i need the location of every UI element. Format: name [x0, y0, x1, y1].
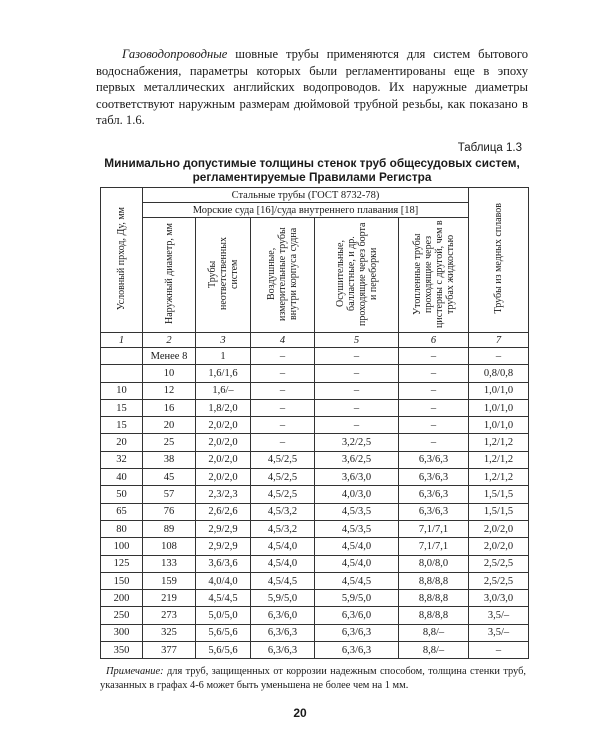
table-cell: – [315, 382, 399, 399]
table-cell: – [315, 365, 399, 382]
note-label: Примечание: [106, 666, 164, 677]
table-cell: – [251, 348, 315, 365]
table-row [101, 399, 529, 416]
table-note [100, 665, 526, 693]
table-row [101, 417, 529, 434]
table-cell: 10 [143, 365, 196, 382]
table-label: Таблица 1.3 [457, 142, 522, 154]
intro-paragraph [96, 46, 528, 129]
col-number: 2 [143, 333, 196, 348]
table-cell: 6,3/6,3 [399, 486, 469, 503]
table-cell: 1 [196, 348, 251, 365]
table-cell: 250 [101, 607, 143, 624]
note-text: для труб, защищенных от коррозии надежным способом, толщина стенки труб, указанных в графах 4-6 может быть уменьшена не более чем на 1 мм. [100, 666, 526, 691]
col-number: 6 [399, 333, 469, 348]
table-cell: 6,3/6,3 [251, 624, 315, 641]
table-cell: 8,8/8,8 [399, 572, 469, 589]
table-cell: 3,5/– [469, 624, 529, 641]
table-cell: 300 [101, 624, 143, 641]
table-cell: 45 [143, 469, 196, 486]
table-row [101, 590, 529, 607]
table-cell: 2,0/2,0 [196, 434, 251, 451]
table-cell: 3,6/3,6 [196, 555, 251, 572]
table-cell: 4,5/4,0 [251, 555, 315, 572]
table-cell: 125 [101, 555, 143, 572]
table-cell: – [399, 348, 469, 365]
table-cell: 4,5/3,5 [315, 520, 399, 537]
table-row [101, 503, 529, 520]
table-cell: 219 [143, 590, 196, 607]
table-cell: 32 [101, 451, 143, 468]
header-outer-diameter: Наружный диаметр, мм [143, 218, 196, 333]
table-cell: 5,0/5,0 [196, 607, 251, 624]
col-number: 7 [469, 333, 529, 348]
header-air-pipes: Воздушные, измерительные трубы внутри корпуса судна [251, 218, 315, 333]
table-cell: 4,5/4,0 [315, 555, 399, 572]
table-cell: 1,8/2,0 [196, 399, 251, 416]
table-cell: 4,5/4,5 [251, 572, 315, 589]
table-cell: 1,0/1,0 [469, 382, 529, 399]
table-cell: 2,9/2,9 [196, 538, 251, 555]
table-cell: 350 [101, 642, 143, 659]
table-cell: 4,5/3,5 [315, 503, 399, 520]
table-cell: 6,3/6,3 [399, 503, 469, 520]
table-cell: 6,3/6,0 [251, 607, 315, 624]
table-row [101, 642, 529, 659]
table-cell: 20 [101, 434, 143, 451]
table-cell: 1,6/1,6 [196, 365, 251, 382]
table-cell: – [399, 417, 469, 434]
table-cell: 4,5/2,5 [251, 451, 315, 468]
table-cell: 100 [101, 538, 143, 555]
table-row [101, 434, 529, 451]
table-cell: 2,0/2,0 [469, 520, 529, 537]
table-cell: 76 [143, 503, 196, 520]
table-cell: 6,3/6,3 [315, 624, 399, 641]
header-steel-pipes: Стальные трубы (ГОСТ 8732-78) [143, 188, 469, 203]
table-cell: 8,0/8,0 [399, 555, 469, 572]
table-cell [101, 365, 143, 382]
table-cell: – [251, 399, 315, 416]
table-row [101, 382, 529, 399]
table-cell: Менее 8 [143, 348, 196, 365]
col-number: 5 [315, 333, 399, 348]
table-cell: 4,5/3,2 [251, 503, 315, 520]
table-row [101, 365, 529, 382]
table-cell: 6,3/6,3 [251, 642, 315, 659]
intro-text: шовные трубы применяются для систем бытового водоснабжения, параметры которых были регламентированы еще в эпоху первых металлических английских водопроводов. Их наружные диаметры соответствуют наружным размерам дюймовой трубной резьбы, как показано в табл. 1.6. [96, 47, 528, 128]
table-cell: – [251, 434, 315, 451]
table-cell: 65 [101, 503, 143, 520]
table-cell: 2,0/2,0 [469, 538, 529, 555]
table-cell: 80 [101, 520, 143, 537]
table-cell: 4,0/3,0 [315, 486, 399, 503]
table-cell: 1,0/1,0 [469, 417, 529, 434]
table-cell: 1,0/1,0 [469, 399, 529, 416]
table-cell: 6,3/6,3 [315, 642, 399, 659]
table-cell: 2,0/2,0 [196, 469, 251, 486]
table-cell: 6,3/6,0 [315, 607, 399, 624]
table-cell: – [469, 348, 529, 365]
table-row [101, 520, 529, 537]
table-cell: 1,5/1,5 [469, 486, 529, 503]
wall-thickness-table [100, 187, 529, 659]
table-cell: 2,5/2,5 [469, 555, 529, 572]
table-cell: 159 [143, 572, 196, 589]
table-cell: 10 [101, 382, 143, 399]
table-cell: 2,5/2,5 [469, 572, 529, 589]
table-cell: 4,5/4,5 [196, 590, 251, 607]
table-row [101, 469, 529, 486]
col-number: 4 [251, 333, 315, 348]
table-cell: 38 [143, 451, 196, 468]
table-cell: 6,3/6,3 [399, 469, 469, 486]
table-cell: – [399, 365, 469, 382]
table-row [101, 538, 529, 555]
table-cell: – [399, 434, 469, 451]
table-cell: – [469, 642, 529, 659]
header-nominal-bore: Условный прход, Ду, мм [101, 188, 143, 333]
table-cell: – [251, 382, 315, 399]
table-cell: 200 [101, 590, 143, 607]
table-cell: 4,0/4,0 [196, 572, 251, 589]
table-cell: 4,5/4,0 [315, 538, 399, 555]
table-cell: 1,2/1,2 [469, 469, 529, 486]
table-cell: 2,6/2,6 [196, 503, 251, 520]
table-cell: 3,6/2,5 [315, 451, 399, 468]
header-marine-vessels: Морские суда [16]/суда внутреннего плавания [18] [143, 203, 469, 218]
table-cell: 4,5/4,5 [315, 572, 399, 589]
header-non-critical: Трубы неответственных систем [196, 218, 251, 333]
table-cell: – [315, 417, 399, 434]
table-cell: 4,5/2,5 [251, 486, 315, 503]
intro-term: Газоводопроводные [122, 47, 228, 61]
table-cell: 150 [101, 572, 143, 589]
table-cell: 108 [143, 538, 196, 555]
table-cell: 2,9/2,9 [196, 520, 251, 537]
table-cell: 325 [143, 624, 196, 641]
table-cell: 25 [143, 434, 196, 451]
table-row [101, 607, 529, 624]
table-cell: – [251, 365, 315, 382]
table-cell: 0,8/0,8 [469, 365, 529, 382]
table-cell: 5,6/5,6 [196, 624, 251, 641]
table-cell: 2,3/2,3 [196, 486, 251, 503]
table-cell: 20 [143, 417, 196, 434]
table-row [101, 624, 529, 641]
table-cell: 4,5/4,0 [251, 538, 315, 555]
table-cell: 4,5/2,5 [251, 469, 315, 486]
page-number: 20 [293, 706, 307, 720]
table-cell: 1,6/– [196, 382, 251, 399]
table-cell: 7,1/7,1 [399, 520, 469, 537]
table-cell: 8,8/– [399, 624, 469, 641]
table-cell: 12 [143, 382, 196, 399]
table-cell: 8,8/8,8 [399, 590, 469, 607]
table-cell: 377 [143, 642, 196, 659]
table-cell: – [399, 382, 469, 399]
table-row [101, 451, 529, 468]
table-cell: 8,8/– [399, 642, 469, 659]
table-cell: 1,2/1,2 [469, 434, 529, 451]
table-cell: 5,6/5,6 [196, 642, 251, 659]
table-cell: 40 [101, 469, 143, 486]
table-cell: 1,2/1,2 [469, 451, 529, 468]
table-cell: 15 [101, 399, 143, 416]
table-cell: 1,5/1,5 [469, 503, 529, 520]
table-cell: 4,5/3,2 [251, 520, 315, 537]
table-cell: 273 [143, 607, 196, 624]
header-copper-pipes: Трубы из медных сплавов [469, 188, 529, 333]
header-sunken-pipes: Утопленные трубы проходящие через цистерны с другой, чем в трубах жидкостью [399, 218, 469, 333]
table-row [101, 348, 529, 365]
table-cell: 2,0/2,0 [196, 417, 251, 434]
table-cell: 89 [143, 520, 196, 537]
col-number: 1 [101, 333, 143, 348]
table-cell: 15 [101, 417, 143, 434]
table-cell: 7,1/7,1 [399, 538, 469, 555]
table-cell: 50 [101, 486, 143, 503]
table-cell: 16 [143, 399, 196, 416]
table-cell: 3,0/3,0 [469, 590, 529, 607]
table-cell: 3,2/2,5 [315, 434, 399, 451]
table-cell [101, 348, 143, 365]
table-title: Минимально допустимые толщины стенок труб общесудовых систем, регламентируемые Правилами Регистра [104, 156, 520, 184]
table-cell: 5,9/5,0 [251, 590, 315, 607]
table-cell: 133 [143, 555, 196, 572]
table-cell: 6,3/6,3 [399, 451, 469, 468]
table-cell: – [399, 399, 469, 416]
table-cell: – [315, 348, 399, 365]
table-cell: 3,6/3,0 [315, 469, 399, 486]
table-row [101, 486, 529, 503]
header-bilge-pipes: Осушительные, балластные, и др. проходящие через борта и переборки [315, 218, 399, 333]
table-cell: 5,9/5,0 [315, 590, 399, 607]
table-cell: – [315, 399, 399, 416]
table-cell: 8,8/8,8 [399, 607, 469, 624]
table-cell: 3,5/– [469, 607, 529, 624]
table-row [101, 555, 529, 572]
table-cell: – [251, 417, 315, 434]
col-number: 3 [196, 333, 251, 348]
table-cell: 57 [143, 486, 196, 503]
table-row [101, 572, 529, 589]
table-cell: 2,0/2,0 [196, 451, 251, 468]
